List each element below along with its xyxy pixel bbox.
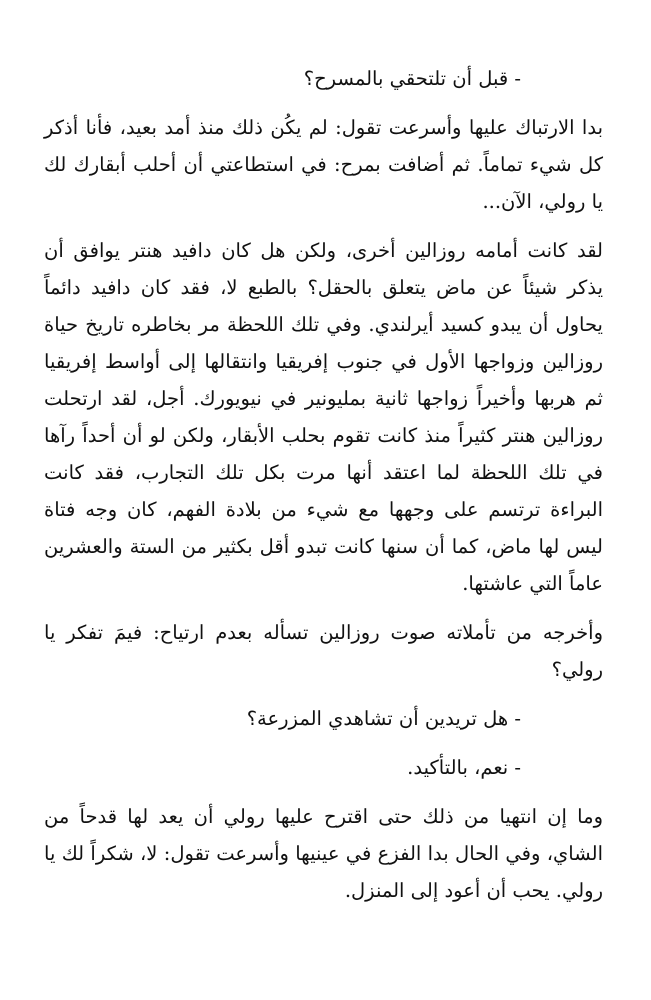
paragraph-rosaline-history: لقد كانت أمامه روزالين أخرى، ولكن هل كان دافيد هنتر يوافق أن يذكر شيئاً عن ماض يتعلق بالحقل؟ بالطبع لا، فقد كان دافيد دائماً يحاول أن يبدو كسيد أيرلندي. وفي تلك اللحظة مر بخاطره تاريخ حياة روزالين وزواجها الأول في جنوب إفريقيا وانتقالها إلى أواسط إفريقيا ثم هربها وأخيراً زواجها ثانية بمليونير في نيويورك. أجل، لقد ارتحلت روزالين هنتر كثيراً منذ كانت تقوم بحلب الأبقار، ولكن لو أن أحداً رآها في تلك اللحظة لما اعتقد أنها مرت بكل تلك التجارب، فقد كانت البراءة ترتسم على وجهها مع شيء من بلادة الفهم، كان وجه فتاة ليس لها ماض، كما أن سنها كانت تبدو أقل بكثير من الستة والعشرين عاماً التي عاشتها. xyxy=(44,239,603,595)
paragraph-question: وأخرجه من تأملاته صوت روزالين تسأله بعدم ارتياح: فيمَ تفكر يا رولي؟ xyxy=(44,621,603,681)
paragraph-confusion: بدا الارتباك عليها وأسرعت تقول: لم يكُن ذلك منذ أمد بعيد، فأنا أذكر كل شيء تماماً. ثم أضافت بمرح: في استطاعتي أن أحلب أبقارك لك يا رولي، الآن... xyxy=(44,116,603,213)
dialogue-line-theater: - قبل أن تلتحقي بالمسرح؟ xyxy=(303,67,521,90)
dialogue-line-yes: - نعم، بالتأكيد. xyxy=(407,756,521,779)
dialogue-line-farm: - هل تريدين أن تشاهدي المزرعة؟ xyxy=(246,707,521,730)
paragraph-tea: وما إن انتهيا من ذلك حتى اقترح عليها رولي أن يعد لها قدحاً من الشاي، وفي الحال بدا الفزع في عينيها وأسرعت تقول: لا، شكراً لك يا رولي. يحب أن أعود إلى المنزل. xyxy=(44,805,603,902)
